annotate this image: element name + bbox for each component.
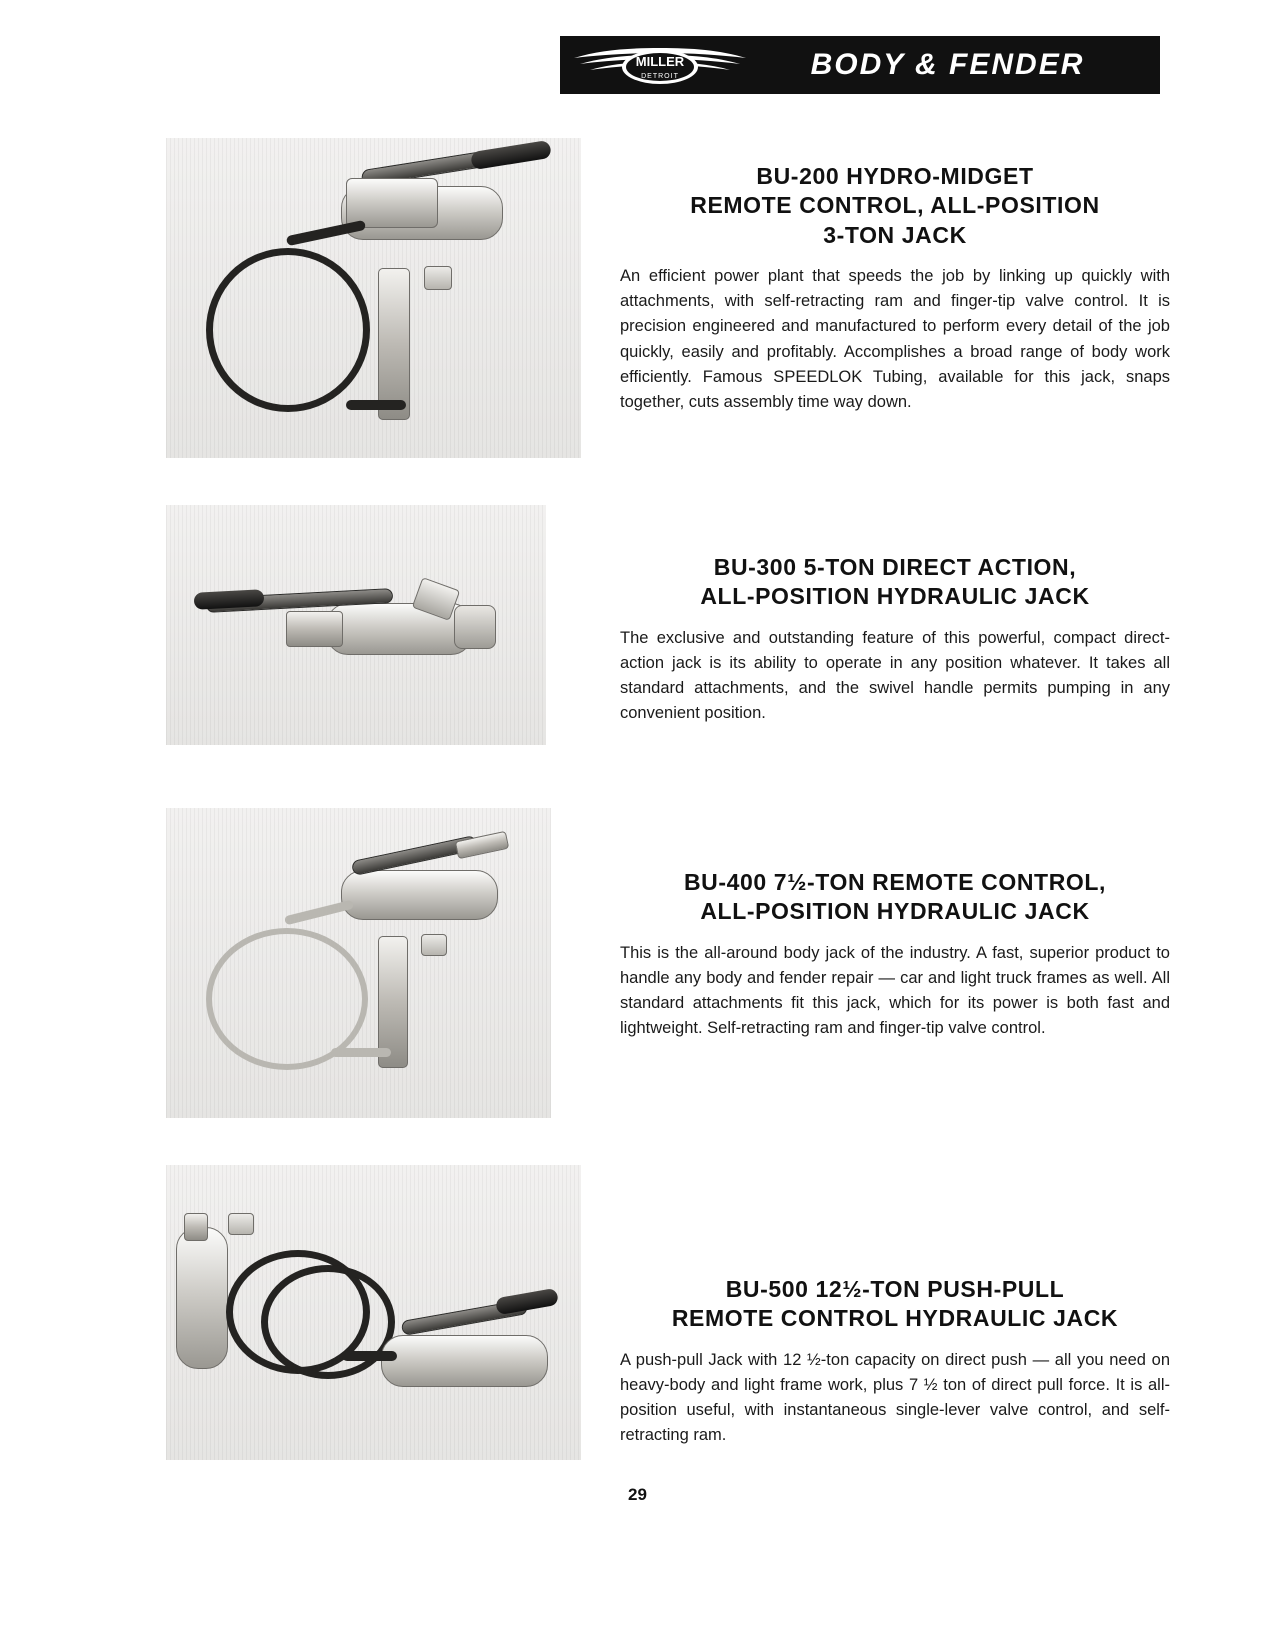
hose-end-shape (346, 400, 406, 410)
jack-ram-shape (286, 611, 343, 647)
product-text-bu-300 (620, 553, 1170, 726)
product-title-line: 3-TON JACK (823, 221, 967, 248)
jack-adapter-ring-shape (421, 934, 447, 956)
hose-end-shape (342, 1351, 397, 1361)
product-description-bu-200: An efficient power plant that speeds the job by linking up quickly with attachments, with self-retracting ram and finger-tip valve control. It is precision engineered and manufactured to perform every detail of the job quickly, easily and profitably. Accomplishes a broad range of body work efficiently. Famous SPEEDLOK Tubing, available for this jack, snaps together, cuts assembly time way down. (620, 267, 1170, 411)
product-image-bu-400 (166, 808, 551, 1118)
jack-coupler-shape (454, 605, 496, 649)
jack-cylinder-shape (176, 1227, 228, 1369)
hydraulic-hose-shape (206, 248, 370, 412)
jack-pump-body-shape (381, 1335, 548, 1387)
winged-emblem-icon (570, 40, 750, 90)
product-title-bu-300 (620, 553, 1170, 612)
product-title-line: ALL-POSITION HYDRAULIC JACK (700, 898, 1090, 925)
product-description-bu-300: The exclusive and outstanding feature of this powerful, compact direct-action jack is its ability to operate in any position whatever. It takes all standard attachments, and the swivel handle permits pumping in any convenient position. (620, 628, 1170, 723)
product-title-line: BU-500 12½-TON PUSH-PULL (725, 1276, 1065, 1302)
product-title-line: REMOTE CONTROL HYDRAULIC JACK (671, 1305, 1119, 1332)
jack-ram-shape (184, 1213, 208, 1241)
jack-cylinder-shape (341, 870, 498, 920)
product-title-bu-500 (620, 1275, 1170, 1334)
jack-ram-shape (378, 268, 410, 420)
product-image-bu-500 (166, 1165, 581, 1460)
page-header-title: BODY & FENDER (810, 48, 1085, 81)
product-title-line: ALL-POSITION HYDRAULIC JACK (700, 583, 1090, 610)
product-text-bu-500 (620, 1275, 1170, 1448)
hose-end-shape (331, 1048, 391, 1057)
product-description-bu-500: A push-pull Jack with 12 ½-ton capacity on direct push — all you need on heavy-body and light frame work, plus 7 ½ ton of direct pull force. It is all-position useful, with instantaneous single-lever valve control, and self-retracting ram. (620, 1350, 1170, 1445)
page-header-banner (560, 36, 1160, 94)
product-image-bu-200 (166, 138, 581, 458)
product-title-line: BU-300 5-TON DIRECT ACTION, (713, 554, 1077, 580)
product-text-bu-400 (620, 868, 1170, 1041)
jack-adapter-ring-shape (228, 1213, 254, 1235)
product-title-line: BU-400 7½-TON REMOTE CONTROL, (683, 869, 1107, 895)
miller-logo (560, 36, 755, 94)
jack-adapter-ring-shape (424, 266, 452, 290)
product-title-bu-400 (620, 868, 1170, 927)
product-title-line: REMOTE CONTROL, ALL-POSITION (690, 192, 1100, 219)
logo-brand-text: MILLER (635, 54, 685, 69)
page-number: 29 (628, 1485, 647, 1504)
logo-brand-subtext: DETROIT (641, 73, 679, 80)
product-text-bu-200 (620, 162, 1170, 415)
hydraulic-hose-shape (261, 1265, 395, 1379)
product-image-bu-300 (166, 505, 546, 745)
product-description-bu-400: This is the all-around body jack of the industry. A fast, superior product to handle any body and fender repair — car and light truck frames as well. All standard attachments fit this jack, which for its power is both fast and lightweight. Self-retracting ram and finger-tip valve control. (620, 943, 1170, 1038)
product-title-bu-200 (620, 162, 1170, 250)
product-title-line: BU-200 HYDRO-MIDGET (756, 163, 1034, 189)
